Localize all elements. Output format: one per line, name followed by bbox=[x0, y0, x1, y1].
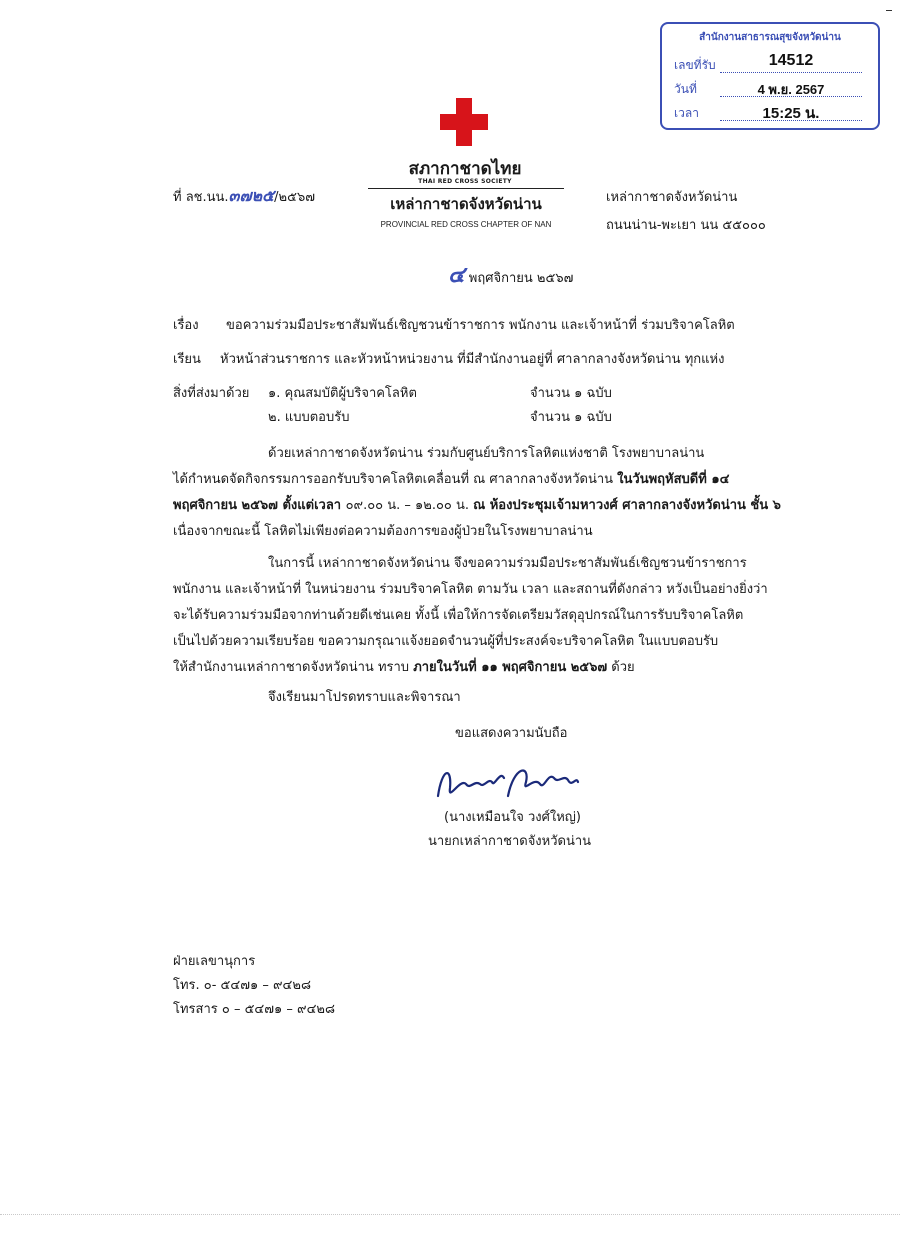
stamp-received-no-label: เลขที่รับ bbox=[674, 58, 716, 72]
enclosure-item-name: ๑. คุณสมบัติผู้บริจาคโลหิต bbox=[268, 386, 417, 401]
stamp-received-no: 14512 bbox=[768, 52, 814, 69]
subject-text: ขอความร่วมมือประชาสัมพันธ์เชิญชวนข้าราชการ พนักงาน และเจ้าหน้าที่ ร่วมบริจาคโลหิต bbox=[226, 318, 735, 333]
address-line-2: ถนนน่าน-พะเยา นน ๕๕๐๐๐ bbox=[606, 218, 766, 233]
footer-department: ฝ่ายเลขานุการ bbox=[173, 954, 256, 969]
enclosure-item-qty: จำนวน ๑ ฉบับ bbox=[530, 410, 612, 425]
signer-name: (นางเหมือนใจ วงศ์ใหญ่) bbox=[444, 810, 581, 825]
reference-handwritten: ๓๗๒๕ bbox=[228, 186, 275, 205]
letterhead-rule bbox=[368, 188, 564, 189]
stamp-title: สำนักงานสาธารณสุขจังหวัดน่าน bbox=[699, 32, 841, 43]
para1-venue-bold: ณ ห้องประชุมเจ้ามหาวงศ์ ศาลากลางจังหวัดน่าน ชั้น ๖ bbox=[473, 498, 781, 513]
stamp-time-label: เวลา bbox=[674, 106, 699, 120]
org-name-th: สภากาชาดไทย bbox=[408, 159, 522, 179]
enclosures-label: สิ่งที่ส่งมาด้วย bbox=[173, 386, 250, 401]
para1-month-bold: พฤศจิกายน ๒๕๖๗ ตั้งแต่เวลา bbox=[173, 498, 346, 513]
para2-line: จะได้รับความร่วมมือจากท่านด้วยดีเช่นเคย ทั้งนี้ เพื่อให้การจัดเตรียมวัสดุอุปกรณ์ในการรับบริจาคโลหิต bbox=[173, 608, 744, 623]
date-day-handwritten: ๔ bbox=[448, 263, 465, 288]
reference-number bbox=[173, 186, 315, 208]
para2-line: พนักงาน และเจ้าหน้าที่ ในหน่วยงาน ร่วมบริจาคโลหิต ตามวัน เวลา และสถานที่ดังกล่าว หวังเป็นอย่างยิ่งว่า bbox=[173, 582, 768, 597]
footer-fax: โทรสาร ๐ – ๕๔๗๑ – ๙๔๒๘ bbox=[173, 1002, 336, 1017]
letter-date bbox=[448, 263, 574, 289]
para1-time: ๐๙.๐๐ น. – ๑๒.๐๐ น. bbox=[345, 498, 474, 513]
footer-telephone: โทร. ๐- ๕๔๗๑ – ๙๔๒๘ bbox=[173, 978, 311, 993]
address-line-1: เหล่ากาชาดจังหวัดน่าน bbox=[606, 190, 738, 205]
para1-line bbox=[173, 470, 729, 490]
enclosure-item-name: ๒. แบบตอบรับ bbox=[268, 410, 350, 425]
signature bbox=[430, 758, 590, 808]
chapter-name-th: เหล่ากาชาดจังหวัดน่าน bbox=[390, 195, 542, 213]
para2-text: ให้สำนักงานเหล่ากาชาดจังหวัดน่าน ทราบ bbox=[173, 660, 414, 675]
para2-deadline-bold: ภายในวันที่ ๑๑ พฤศจิกายน ๒๕๖๗ bbox=[413, 660, 608, 675]
stamp-time: 15:25 น. bbox=[762, 105, 820, 122]
subject-label: เรื่อง bbox=[173, 318, 199, 333]
red-cross-logo-bar bbox=[440, 114, 488, 130]
para1-text: ได้กำหนดจัดกิจกรรมการออกรับบริจาคโลหิตเคลื่อนที่ ณ ศาลากลางจังหวัดน่าน bbox=[173, 472, 618, 487]
signer-title: นายกเหล่ากาชาดจังหวัดน่าน bbox=[428, 834, 592, 849]
para1-line: เนื่องจากขณะนี้ โลหิตไม่เพียงต่อความต้องการของผู้ป่วยในโรงพยาบาลน่าน bbox=[173, 524, 593, 539]
reference-prefix: ที่ ลช.นน. bbox=[173, 190, 229, 205]
para2-text: ด้วย bbox=[607, 660, 635, 675]
recipient-text: หัวหน้าส่วนราชการ และหัวหน้าหน่วยงาน ที่มีสำนักงานอยู่ที่ ศาลากลางจังหวัดน่าน ทุกแห่ง bbox=[220, 352, 725, 367]
recipient-label: เรียน bbox=[173, 352, 201, 367]
para1-line: ด้วยเหล่ากาชาดจังหวัดน่าน ร่วมกับศูนย์บริการโลหิตแห่งชาติ โรงพยาบาลน่าน bbox=[268, 446, 705, 461]
stamp-date: 4 พ.ย. 2567 bbox=[757, 82, 825, 97]
scan-margin-line bbox=[0, 1214, 900, 1215]
date-month-year: พฤศจิกายน ๒๕๖๗ bbox=[468, 271, 574, 286]
enclosure-item-qty: จำนวน ๑ ฉบับ bbox=[530, 386, 612, 401]
para2-line: เป็นไปด้วยความเรียบร้อย ขอความกรุณาแจ้งยอดจำนวนผู้ที่ประสงค์จะบริจาคโลหิต ในแบบตอบรับ bbox=[173, 634, 719, 649]
org-name-en: THAI RED CROSS SOCIETY bbox=[418, 178, 512, 185]
para1-date-bold: ในวันพฤหัสบดีที่ ๑๔ bbox=[617, 472, 730, 487]
para2-line: ในการนี้ เหล่ากาชาดจังหวัดน่าน จึงขอความร่วมมือประชาสัมพันธ์เชิญชวนข้าราชการ bbox=[268, 556, 747, 571]
para1-line bbox=[173, 496, 781, 516]
receipt-stamp bbox=[660, 22, 880, 130]
page-edge-mark bbox=[886, 10, 892, 11]
para2-line bbox=[173, 658, 635, 678]
stamp-date-label: วันที่ bbox=[674, 82, 697, 96]
closing-request: จึงเรียนมาโปรดทราบและพิจารณา bbox=[268, 690, 461, 705]
closing-regards: ขอแสดงความนับถือ bbox=[455, 726, 568, 741]
chapter-name-en: PROVINCIAL RED CROSS CHAPTER OF NAN bbox=[380, 220, 552, 229]
reference-suffix: /๒๕๖๗ bbox=[274, 190, 315, 205]
